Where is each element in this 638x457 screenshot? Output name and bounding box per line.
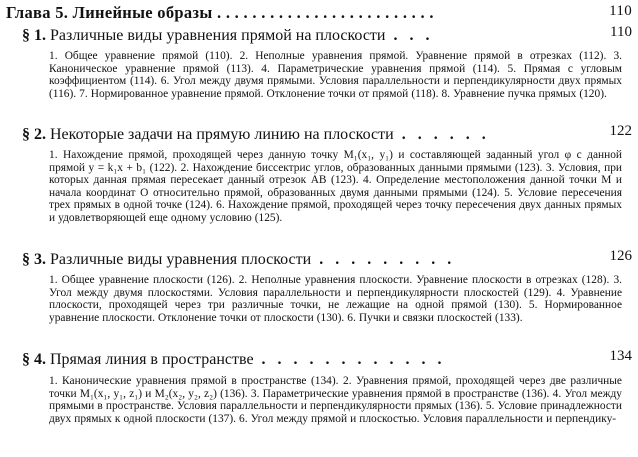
section-3-heading [22,248,632,273]
chapter-page-number: 110 [609,3,632,19]
section-2-contents: 1. Нахождение прямой, проходящей через данную точку M₁(x₁, y₁) и составляющей заданный угол φ с данной прямой y = k₁x + b₁ (122). 2. Нахождение биссектрис углов, образованных данными прямыми (123). 3. Условия, при которых данная прямая пересекает данный отрезок AB (123). 4. Определение местоположения данной точки M и начала координат O относительно прямой, образованных двумя данными прямыми (124). 5. Условие пересечения трех прямых в одной точке (124). 6. Нахождение прямой, проходящей через точку пересечения двух данных прямых и удовлетворяющей еще одному условию (125). [49,149,622,224]
chapter-label: Глава 5. Линейные образы [6,3,213,22]
section-3-contents: 1. Общее уравнение плоскости (126). 2. Неполные уравнения плоскости. Уравнение плоскости в отрезках (128). 3. Угол между двумя плоскостями. Условия параллельности и перпендикулярности плоскостей (129). 4. Уравнение плоскости, проходящей через три различные точки, не лежащие на одной прямой (130). 5. Нормированное уравнение плоскости. Отклонение точки от плоскости (130). 6. Пучки и связки плоскостей (133). [49,274,622,324]
section-dots: . . . . . . [393,126,490,143]
section-number: 2. [34,126,46,143]
section-page-number: 122 [609,123,632,139]
section-symbol: § [22,251,30,268]
section-2-heading [22,123,632,148]
section-dots: . . . . . . . . . . . . [253,351,446,368]
section-number: 1. [34,27,46,44]
section-1-contents: 1. Общее уравнение прямой (110). 2. Неполные уравнения прямой. Уравнение прямой в отрезках (112). 3. Каноническое уравнение прямой (113). 4. Параметрические уравнения прямой (114). 5. Прямая с угловым коэффициентом (114). 6. Угол между двумя прямыми. Условия параллельности и перпендикулярности двух прямых (116). 7. Нормированное уравнение прямой. Отклонение точки от прямой (118). 8. Уравнение пучка прямых (120). [49,50,622,100]
section-4-heading [22,348,632,373]
section-page-number: 134 [609,348,632,364]
section-symbol: § [22,351,30,368]
section-1-heading [22,24,632,49]
section-title: Прямая линия в пространстве [50,351,254,368]
section-number: 3. [34,251,46,268]
section-symbol: § [22,27,30,44]
chapter-dots: . . . . . . . . . . . . . . . . . . . . . . . . . [212,3,434,22]
section-symbol: § [22,126,30,143]
section-title: Различные виды уравнения плоскости [50,251,312,268]
section-page-number: 110 [610,24,632,40]
chapter-heading [6,3,632,27]
section-dots: . . . . . . . . . [311,251,456,268]
section-4-contents: 1. Канонические уравнения прямой в пространстве (134). 2. Уравнения прямой, проходящей через две различные точки M₁(x₁, y₁, z₁) и M₂(x₂, y₂, z₂) (136). 3. Параметрические уравнения прямой в пространстве (136). 4. Угол между прямыми в пространстве. Условия параллельности и перпендикулярности прямых (136). 5. Условие принадлежности двух прямых к одной плоскости (137). 6. Угол между прямой и плоскостью. Условия параллельности и перпендику- [49,375,622,425]
section-page-number: 126 [609,248,632,264]
section-title: Различные виды уравнения прямой на плоскости [50,27,386,44]
section-title: Некоторые задачи на прямую линию на плоскости [50,126,394,143]
section-number: 4. [34,351,46,368]
section-dots: . . . [385,27,434,44]
